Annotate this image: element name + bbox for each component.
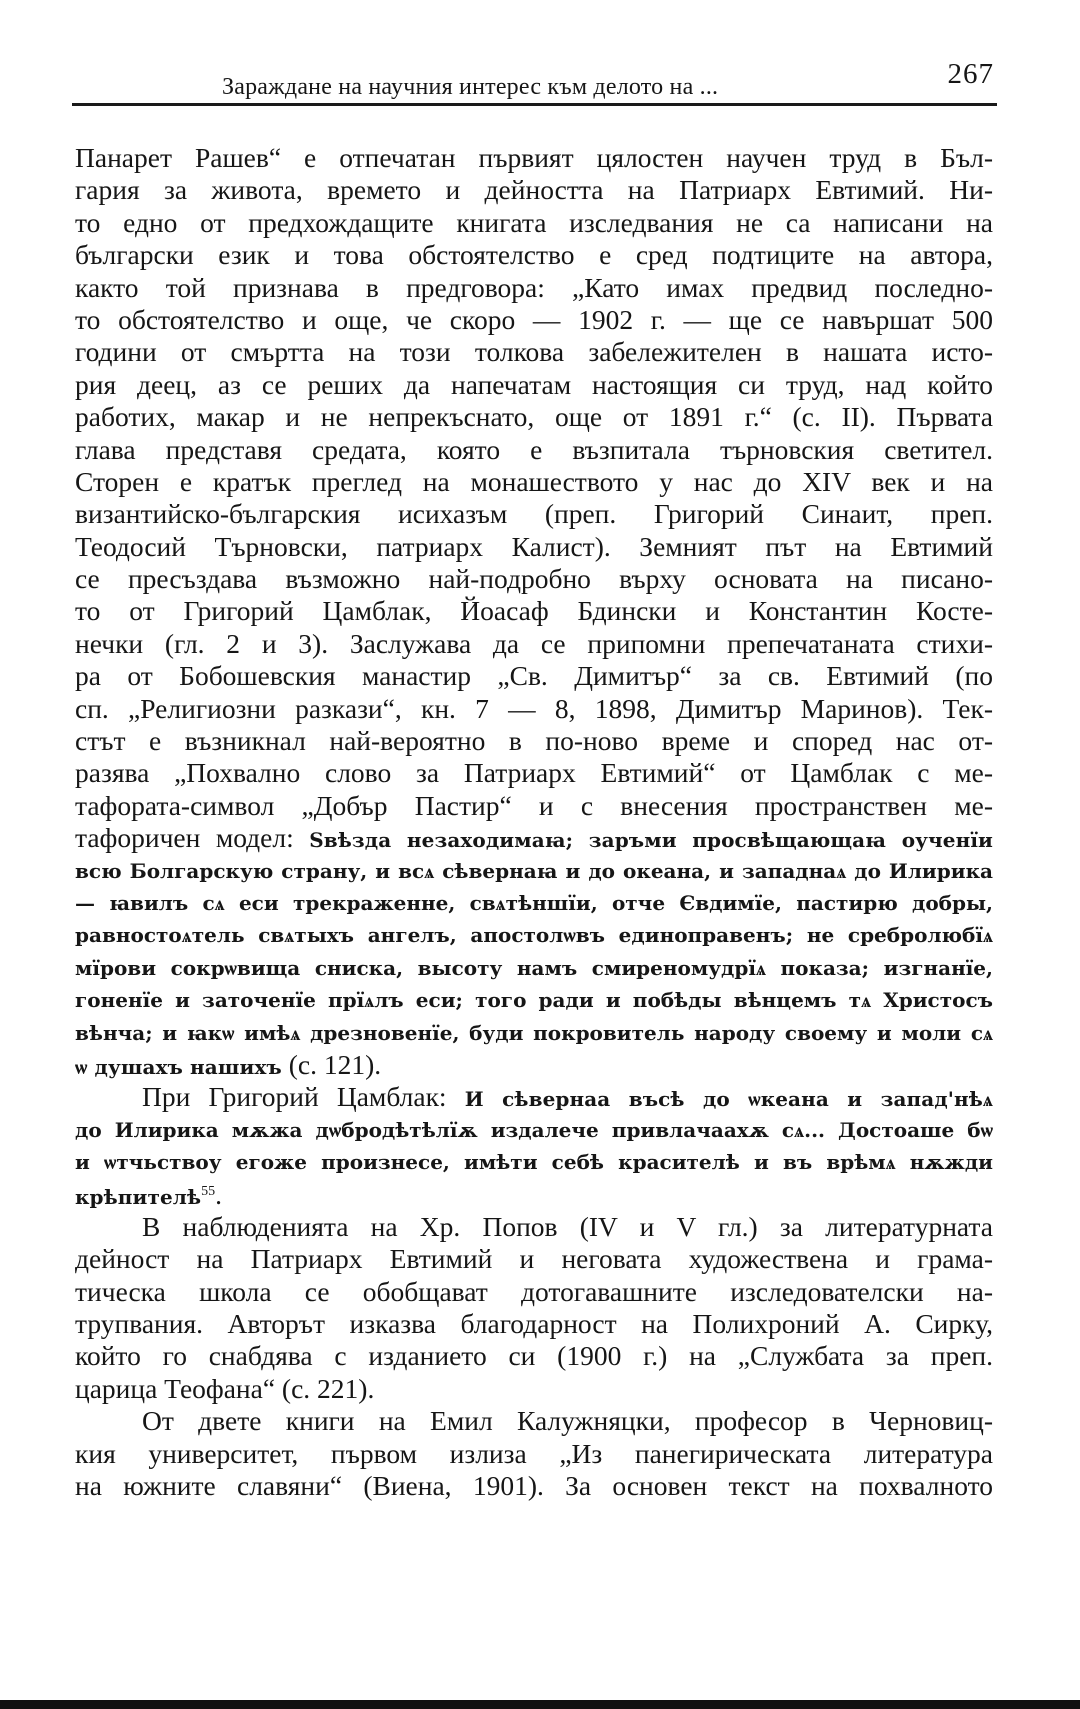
old-slavonic-quote: И сѣвернаа въсѣ до ѡкеана и запад'нѣѧ [464, 1087, 993, 1112]
old-slavonic-line: всю Болгарскую страну, и всѧ сѣвернаꙗ и до океана, и западнаѧ до Илирика [75, 858, 993, 883]
text-line [75, 1049, 993, 1081]
text-fragment: При Григорий Цамблак: [142, 1081, 465, 1113]
old-slavonic-quote: Ѕвѣзда незаходимаꙗ; заръми просвѣщающаꙗ оученїи [309, 828, 993, 853]
text-line: Сторен е кратък преглед на монашеството у нас до XIV век и на [75, 465, 993, 497]
page-bottom-edge [0, 1700, 1080, 1709]
text-fragment: . [215, 1178, 223, 1210]
text-line: работих, макар и не непрекъснато, още от 1891 г.“ (с. II). Първата [75, 401, 993, 433]
old-slavonic-quote: ѡ душахъ нашихъ [75, 1054, 282, 1079]
text-line: тафората-символ „Добър Пастир“ и с внесения пространствен ме- [75, 789, 993, 821]
old-slavonic-line: до Илирика мѫжа дѡбродѣтѣлїѫ издалече привлачаахѫ сѧ... Достоаше бѡ [75, 1117, 993, 1142]
page-number: 267 [947, 58, 994, 90]
text-line: тическа школа се обобщават дотогавашните изследователски на- [75, 1275, 993, 1307]
old-slavonic-line: гоненїе и заточенїе прїѧлъ еси; того ради и побѣды вѣнцемъ тѧ Христосъ [75, 988, 993, 1013]
text-line: то от Григорий Цамблак, Йоасаф Бдински и Константин Косте- [75, 595, 993, 627]
text-line: на южните славяни“ (Виена, 1901). За основен текст на похвалното [75, 1470, 993, 1502]
text-line [75, 1179, 993, 1211]
text-fragment: тафоричен модел: [75, 822, 310, 854]
text-line [75, 1081, 993, 1113]
old-slavonic-line: вѣнча; и ꙗкѡ имѣѧ дрезновенїе, буди покровитель народу своему и моли сѧ [75, 1020, 993, 1045]
text-line: дейност на Патриарх Евтимий и неговата художествена и грама- [75, 1243, 993, 1275]
text-line: От двете книги на Емил Калужняцки, професор в Черновиц- [142, 1405, 993, 1437]
text-line: глава представя средата, която е възпитала търновския светител. [75, 433, 993, 465]
old-slavonic-line: — ꙗвилъ сѧ еси трекраженне, свѧтѣншїи, отче Євдимїе, пастирю добры, [75, 890, 993, 915]
footnote-ref[interactable]: 55 [201, 1183, 216, 1199]
running-title: Зараждане на научния интерес към делото на ... [222, 74, 719, 100]
paragraph-4 [75, 1405, 993, 1502]
text-line: В наблюденията на Хр. Попов (IV и V гл.) за литературната [142, 1210, 993, 1242]
text-line: рия деец, аз се реших да напечатам настоящия си труд, над който [75, 368, 993, 400]
paragraph-2 [75, 1081, 993, 1211]
text-line: кия университет, първом излиза „Из панегирическата литература [75, 1437, 993, 1469]
text-line: стът е възникнал най-вероятно в по-ново време и според нас от- [75, 725, 993, 757]
paragraph-1 [75, 142, 993, 1081]
body-text [75, 142, 993, 1502]
text-line: който го снабдява с изданието си (1900 г.) на „Службата за преп. [75, 1340, 993, 1372]
text-line: царица Теофана“ (с. 221). [75, 1372, 375, 1404]
text-line: то обстоятелство и още, че скоро — 1902 г. — ще се навършат 500 [75, 303, 993, 335]
old-slavonic-line: равностоѧтель свѧтыхъ ангелъ, апостолѡвъ единоправенъ; не сребролюбїѧ [75, 923, 993, 948]
text-line: ра от Бобошевския манастир „Св. Димитър“ за св. Евтимий (по [75, 660, 993, 692]
text-line: трупвания. Авторът изказва благодарност на Полихроний А. Сирку, [75, 1308, 993, 1340]
running-head [72, 52, 996, 104]
text-line: разява „Похвално слово за Патриарх Евтимий“ от Цамблак с ме- [75, 757, 993, 789]
text-line: нечки (гл. 2 и 3). Заслужава да се припомни препечатаната стихи- [75, 627, 993, 659]
old-slavonic-quote: крѣпителѣ [75, 1184, 202, 1209]
citation: (с. 121). [281, 1048, 382, 1080]
text-line: години от смъртта на този толкова забележителен в нашата исто- [75, 336, 993, 368]
text-line: Панарет Рашев“ е отпечатан първият цялостен научен труд в Бъл- [75, 142, 993, 173]
old-slavonic-line: мїрови сокрѡвища сниска, высоту намъ смиреномудрїѧ показа; изгнанїе, [75, 955, 993, 980]
text-line: Теодосий Търновски, патриарх Калист). Земният път на Евтимий [75, 530, 993, 562]
text-line: то едно от предхождащите книгата изследвания не са написани на [75, 206, 993, 238]
text-line: гария за живота, времето и дейността на Патриарх Евтимий. Ни- [75, 174, 993, 206]
text-line: български език и това обстоятелство е сред подтиците на автора, [75, 239, 993, 271]
old-slavonic-line: и ѡтчьствоу егоже произнесе, имѣти себѣ красителѣ и въ врѣмѧ нѫжди [75, 1150, 993, 1175]
text-line: византийско-българския исихазъм (преп. Григорий Синаит, преп. [75, 498, 993, 530]
text-line: както той признава в предговора: „Като имах предвид последно- [75, 271, 993, 303]
text-line [75, 822, 993, 854]
paragraph-3 [75, 1211, 993, 1405]
header-divider [72, 103, 997, 106]
text-line: сп. „Религиозни разкази“, кн. 7 — 8, 1898, Димитър Маринов). Тек- [75, 692, 993, 724]
text-line: се пресъздава възможно най-подробно върху основата на писано- [75, 563, 993, 595]
